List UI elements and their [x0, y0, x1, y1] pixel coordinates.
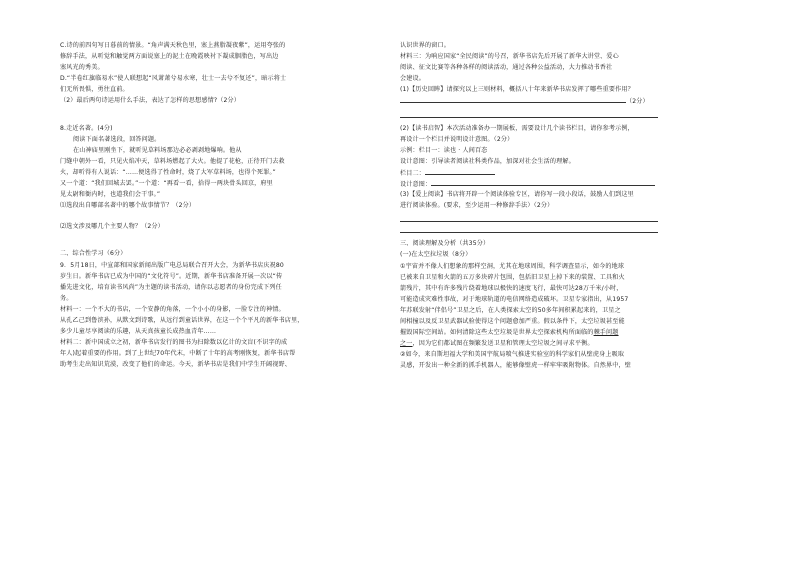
- column-2-field[interactable]: [400, 167, 658, 178]
- task-1-points: （2分）: [626, 98, 649, 106]
- task-1-answer-line[interactable]: [400, 95, 658, 106]
- excerpt-line: 在山神庙里刚坐下，就听见草料场那边必必剥剥地爆响。他从: [73, 146, 242, 154]
- task-2-prompt: 再设计一个栏目并说明设计意图。（2分）: [400, 135, 514, 143]
- question-9-line: 播先进文化，培育读书风尚”为主题的读书活动，请你以志愿者的身份完成下列任: [60, 283, 282, 291]
- option-d-line: 们无所畏惧，勇往直前。: [60, 86, 129, 94]
- material-2-continued: 认识世界的窗口。: [400, 42, 450, 49]
- reading-a-title: (一)在太空拉垃圾（8分）: [400, 251, 472, 259]
- material-3-line: 材料三：为响应国家“全民阅读”的号召，新华书店先后开展了新华大讲堂、爱心: [400, 53, 619, 61]
- example-intent: 设计意图：引导读者阅读社科类作品，加深对社会生活的理解。: [400, 157, 575, 165]
- question-8-sub-2: ⑵选文涉及哪几个主要人物？（2分）: [60, 223, 164, 231]
- material-2-line: 助考生走出知识荒漠，改变了他们的命运。今天，新华书店是我们中学生开阔视野、: [60, 361, 292, 369]
- left-column: [60, 40, 360, 370]
- excerpt-line: 门缝中朝外一看，只见火焰冲天，草料场燃起了大火。他提了花枪，正待开门去救: [60, 157, 285, 165]
- question-8-intro: 阅读下面名著选段，回答问题。: [73, 135, 161, 143]
- design-intent-label: 设计意图：: [400, 181, 432, 189]
- column-2-label: 栏目二：: [400, 169, 425, 177]
- material-1-line: 多少儿童尽享阅读的乐趣，从天真孩童长成热血青年……: [60, 328, 217, 336]
- passage-line: [400, 327, 658, 338]
- section-2-title: 二、综合性学习（6分）: [60, 250, 127, 258]
- passage-line: ①宇宙并不像人们想象的那样空洞，尤其在地球周围，科学调查显示，如今的地球: [400, 262, 625, 270]
- option-c-line: C.诗的前四句写日暮前的情景。“角声满天秋色里，塞上燕脂凝夜紫”，运用夸张的: [60, 42, 286, 49]
- option-d-line: D.“半卷红旗临易水”使人联想起“风萧萧兮易水寒，壮士一去兮不复还”，暗示将士: [60, 75, 287, 83]
- excerpt-line: 火，却听得有人说话：“……便选得了性命时，烧了大军草料场，也得个死罪。”: [60, 168, 276, 176]
- design-intent-blank[interactable]: [431, 178, 655, 186]
- right-column: [400, 40, 658, 371]
- material-3-line: 会建设。: [400, 75, 425, 83]
- task-3-prompt: 进行阅读体验。(要求，至少运用一种修辞手法）（2分）: [400, 202, 554, 210]
- question-8-title: 8.走近名著。(4分): [60, 124, 113, 132]
- answer-line[interactable]: [400, 107, 658, 118]
- material-1-line: 从孔乙己到鲁滨孙，从默文到诗歌，从远行到童话世界，在这一个个平凡的新华书店里，: [60, 316, 304, 324]
- passage-line: 箭残片，其中有许多残片绕着地球以极快的速度飞行，最快可达28万千米/小时，: [400, 284, 623, 292]
- excerpt-line: 又一个道：“我们回城去罢。”一个道：“再看一看，拾得一两块骨头回京，府里: [60, 180, 273, 188]
- passage-line: 可能造成灾难性事故，对于地球轨道的电信网络造成破坏。卫星专家指出，从1957: [400, 295, 629, 303]
- passage-line: 灵感，开发出一种全新的抓手机器人，能够像壁虎一样牢牢吸附物体。自然界中，壁: [400, 362, 632, 370]
- task-1-prompt: (1)【历史回眸】请探究以上三则材料，概括八十年来新华书店发挥了哪些重要作用？: [400, 86, 634, 94]
- section-3-title: 三、阅读理解及分析（共35分）: [400, 240, 490, 248]
- option-c-line: 塞风光的秀美。: [60, 64, 104, 72]
- option-c-line: 修辞手法，从听觉和触觉两方面说塞上的泥土在晚霞映衬下凝成胭脂色，写出边: [60, 53, 279, 61]
- question-9-line: 务。: [60, 294, 73, 302]
- material-2-line: 材料二：新中国成立之初，新华书店发行的图书为扫除数以亿计的文盲(不识字的成: [60, 339, 288, 347]
- answer-blank[interactable]: [400, 95, 626, 103]
- question-9-line: 9．5月18日，中宣部和国家新闻出版广电总局联合召开大会，为新华书店庆祝80: [60, 261, 284, 269]
- material-3-line: 阅读、征文比赛等各种各样的阅读活动，通过各种公益活动，大力推动书香社: [400, 64, 613, 72]
- material-1-line: 材料一：一个不大的书店，一个安静的角落，一个小小的身影，一脸专注的神情。: [60, 305, 285, 313]
- answer-line[interactable]: [400, 211, 658, 222]
- passage-line: 间相撞以及反卫星武器试验使得这个问题愈加严重。假以条件下，太空垃圾甚至能: [400, 317, 625, 325]
- column-2-blank[interactable]: [425, 167, 495, 175]
- question-9-line: 岁生日。新华书店已成为中国的“文化符号”。近期，新华书店准备开展一次以“传: [60, 272, 283, 280]
- passage-line: 已被来自卫星和火箭的五万多块碎片包围，包括旧卫星上掉下来的装置、工具和火: [400, 273, 625, 281]
- underlined-phrase: 之一: [400, 340, 413, 348]
- material-2-line: 年人)起着重要的作用。到了上世纪70年代末，中断了十年的高考刚恢复，新华书店帮: [60, 350, 296, 358]
- question-8-sub-1: ⑴选段出自哪部名著中的哪个故事情节？（2分）: [60, 202, 196, 210]
- passage-line: [400, 338, 658, 349]
- task-3-prompt: (3)【爱上阅读】书店将开辟一个阅读体验专区，请你写一段小段话，鼓励人们到这里: [400, 191, 634, 199]
- example-column: 示例：栏目一：读也 · 人间百态: [400, 146, 488, 154]
- task-2-prompt: (2)【读书启智】本次活动准备办一期展板，需要设计几个读书栏目，请你参考示例，: [400, 124, 634, 132]
- poem-question-2: （2）最后两句诗运用什么手法，表达了怎样的思想感情?（2分）: [60, 97, 241, 105]
- underlined-phrase: 棘手问题: [593, 329, 619, 337]
- passage-line: 年苏联发射“伴侣号”卫星之后，在人类探索太空的50多年间积累起来的，卫星之: [400, 306, 621, 314]
- design-intent-field[interactable]: [400, 178, 658, 189]
- passage-text: 摧毁国际空间站。如何清除这些太空垃圾是世界太空探索机构所面临的: [400, 329, 594, 337]
- answer-line[interactable]: [400, 222, 658, 233]
- passage-line: ②如今，来自斯坦福大学和美国宇航局喷气推进实验室的科学家们从壁虎身上吸取: [400, 351, 625, 359]
- passage-text: ，因为它们都试图在频繁发送卫星和管理太空垃圾之间寻求平衡。: [412, 340, 594, 348]
- excerpt-line: 见太尉和衙内时，也道我们会干事。”: [60, 191, 161, 199]
